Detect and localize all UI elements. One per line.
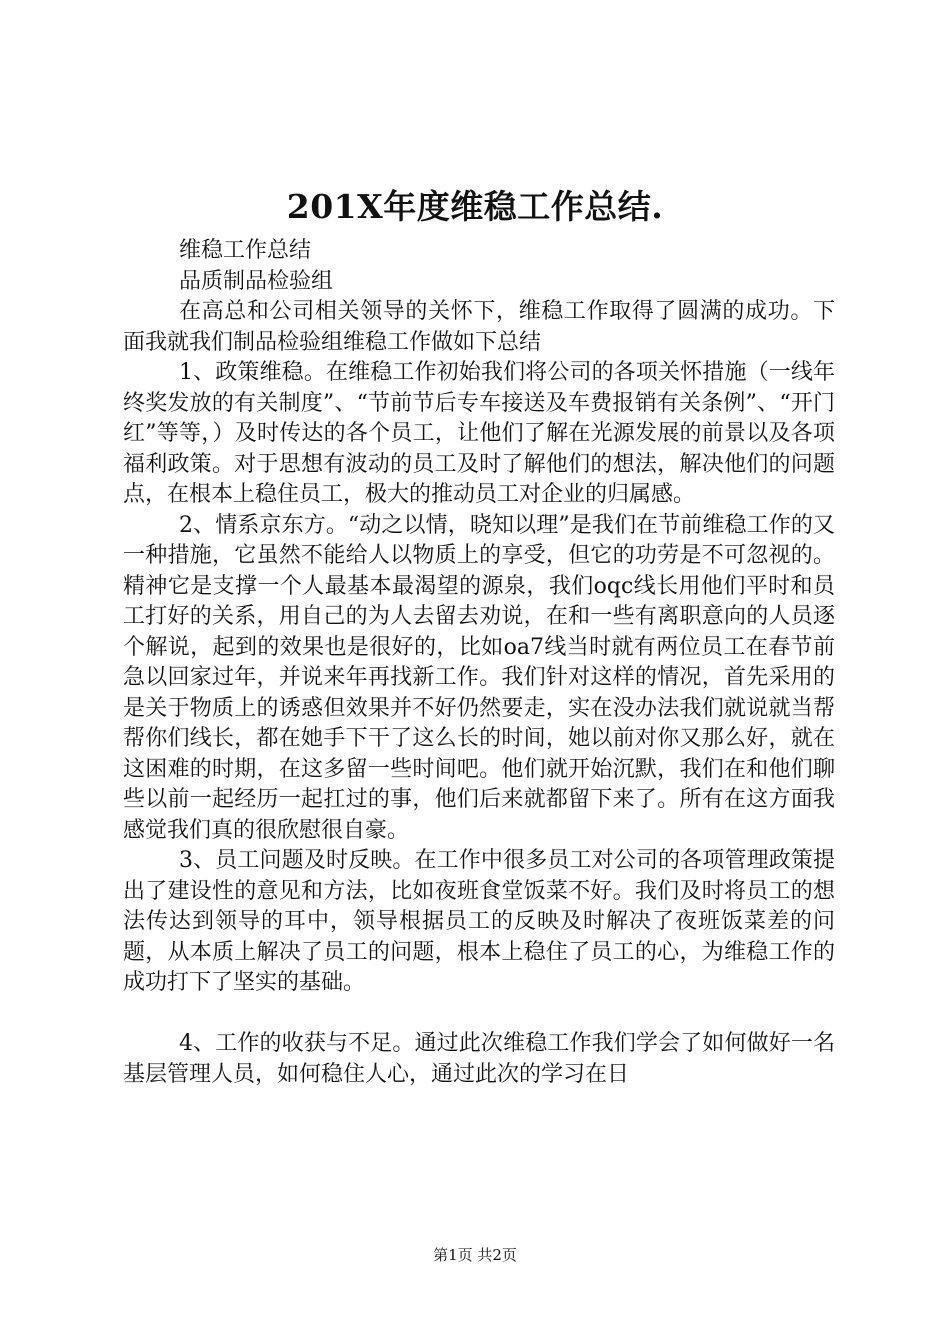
- department-name: 品质制品检验组: [179, 268, 334, 294]
- paragraph-emotion: 2、情系京东方。“动之以情，晓知以理”是我们在节前维稳工作的又一种措施，它虽然不能给人以物质上的享受，但它的功劳是不可忽视的。精神它是支撑一个人最基本最渴望的源泉，我们oqc线长用他们平时和员工打好的关系，用自己的为人去留去劝说，在和一些有离职意向的人员逐个解说，起到的效果也是很好的，比如oa7线当时就有两位员工在春节前急以回家过年，并说来年再找新工作。我们针对这样的情况，首先采用的是关于物质上的诱惑但效果并不好仍然要走，实在没办法我们就说就当帮帮你们线长，都在她手下干了这么长的时间，她以前对你又那么好，就在这困难的时期，在这多留一些时间吧。他们就开始沉默，我们在和他们聊些以前一起经历一起扛过的事，他们后来就都留下来了。所有在这方面我感觉我们真的很欣慰很自豪。: [123, 512, 835, 843]
- paragraph-gains: 4、工作的收获与不足。通过此次维稳工作我们学会了如何做好一名基层管理人员，如何稳住人心，通过此次的学习在日: [123, 1031, 835, 1087]
- document-body: [123, 236, 835, 1090]
- paragraph-intro: 在高总和公司相关领导的关怀下，维稳工作取得了圆满的成功。下面我就我们制品检验组维稳工作做如下总结: [123, 299, 835, 355]
- paragraph-policy: 1、政策维稳。在维稳工作初始我们将公司的各项关怀措施（一线年终奖发放的有关制度”、“节前节后专车接送及车费报销有关条例”、“开门红”等等，）及时传达的各个员工，让他们了解在光源发展的前景以及各项福利政策。对于思想有波动的员工及时了解他们的想法，解决他们的问题点，在根本上稳住员工，极大的推动员工对企业的归属感。: [123, 360, 835, 507]
- paragraph-spacer: [123, 999, 835, 1030]
- page-number: 第1页 共2页: [433, 1246, 517, 1264]
- paragraph-feedback: 3、员工问题及时反映。在工作中很多员工对公司的各项管理政策提出了建设性的意见和方法，比如夜班食堂饭菜不好。我们及时将员工的想法传达到领导的耳中，领导根据员工的反映及时解决了夜班饭菜差的问题，从本质上解决了员工的问题，根本上稳住了员工的心，为维稳工作的成功打下了坚实的基础。: [123, 848, 835, 995]
- document-subtitle: 维稳工作总结: [179, 238, 312, 263]
- document-title: 201X年度维稳工作总结.: [286, 187, 664, 226]
